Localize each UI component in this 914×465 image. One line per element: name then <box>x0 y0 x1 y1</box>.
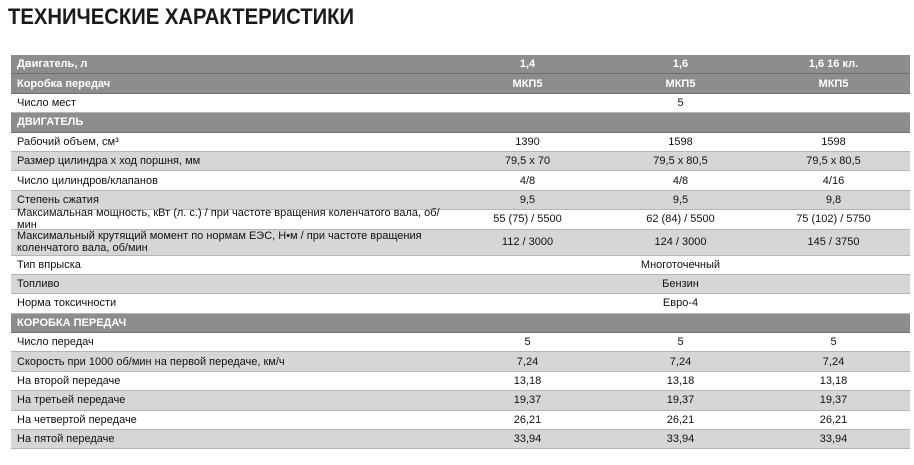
row-label: Число передач <box>17 336 94 349</box>
table-row <box>11 372 910 391</box>
table-row <box>11 152 910 171</box>
section-engine-header <box>11 113 910 132</box>
row-label: Норма токсичности <box>17 297 117 310</box>
table-row <box>11 352 910 371</box>
row-label: На четвертой передаче <box>17 413 137 426</box>
row-value: 33,94 <box>819 433 848 446</box>
table-row <box>11 430 910 449</box>
row-label: Число мест <box>17 96 76 109</box>
header-gearbox-label: Коробка передач <box>17 77 111 90</box>
row-value: 26,21 <box>513 413 542 426</box>
row-value: 19,37 <box>513 394 542 407</box>
row-value: 13,18 <box>819 375 848 388</box>
header-engine-label: Двигатель, л <box>17 58 88 71</box>
section-title: КОРОБКА ПЕРЕДАЧ <box>17 316 127 329</box>
table-row <box>11 133 910 152</box>
row-value: 5 <box>524 336 531 349</box>
table-row <box>11 275 910 294</box>
table-row <box>11 94 910 113</box>
header-engine-1: 1,4 <box>519 58 536 71</box>
row-value: Бензин <box>662 278 699 291</box>
row-value: 124 / 3000 <box>654 236 707 249</box>
section-gearbox-header <box>11 314 910 333</box>
row-label: Максимальный крутящий момент по нормам ЕЭС, Н•м / при частоте вращения коленчатого вала, об/мин <box>17 230 422 255</box>
row-label: Скорость при 1000 об/мин на первой передаче, км/ч <box>17 355 285 368</box>
row-value: 13,18 <box>513 375 542 388</box>
row-value: 4/16 <box>822 174 845 187</box>
row-value: 4/8 <box>672 174 689 187</box>
row-value: 19,37 <box>666 394 695 407</box>
row-value: 75 (102) / 5750 <box>796 213 871 226</box>
row-value: 79,5 х 70 <box>504 155 551 168</box>
row-label: Размер цилиндра х ход поршня, мм <box>17 155 201 168</box>
header-gearbox-row <box>11 74 910 93</box>
header-gearbox-3: МКП5 <box>818 77 849 90</box>
header-engine-row <box>11 55 910 74</box>
row-value: 79,5 х 80,5 <box>806 155 861 168</box>
table-row <box>11 411 910 430</box>
row-value: 9,5 <box>672 193 689 206</box>
row-value: 26,21 <box>819 413 848 426</box>
row-value: 33,94 <box>666 433 695 446</box>
row-value: 9,8 <box>825 193 842 206</box>
row-value: 26,21 <box>666 413 695 426</box>
table-row <box>11 230 910 256</box>
table-row <box>11 294 910 313</box>
row-value: 62 (84) / 5500 <box>646 213 715 226</box>
page-title: ТЕХНИЧЕСКИЕ ХАРАКТЕРИСТИКИ <box>8 4 355 29</box>
header-engine-3: 1,6 16 кл. <box>808 58 859 71</box>
row-label: Тип впрыска <box>17 258 81 271</box>
row-label: На второй передаче <box>17 375 121 388</box>
row-value: 79,5 х 80,5 <box>653 155 708 168</box>
spec-table <box>11 55 910 449</box>
row-value: 5 <box>677 96 684 109</box>
row-value: 19,37 <box>819 394 848 407</box>
table-row <box>11 171 910 190</box>
row-value: 33,94 <box>513 433 542 446</box>
header-gearbox-2: МКП5 <box>665 77 696 90</box>
row-value: 5 <box>677 336 684 349</box>
header-gearbox-1: МКП5 <box>512 77 543 90</box>
row-value: Многоточечный <box>640 258 721 271</box>
row-label: На пятой передаче <box>17 433 115 446</box>
row-label: Рабочий объем, см³ <box>17 135 119 148</box>
row-label: На третьей передаче <box>17 394 126 407</box>
row-value: 13,18 <box>666 375 695 388</box>
row-value: 9,5 <box>519 193 536 206</box>
row-value: 1598 <box>668 135 693 148</box>
row-value: 4/8 <box>519 174 536 187</box>
row-value: 7,24 <box>516 355 539 368</box>
row-value: 112 / 3000 <box>501 236 554 249</box>
row-value: Евро-4 <box>662 297 699 310</box>
header-engine-2: 1,6 <box>672 58 689 71</box>
row-value: 1598 <box>821 135 846 148</box>
row-label: Максимальная мощность, кВт (л. с.) / при частоте вращения коленчатого вала, об/мин <box>17 207 440 232</box>
row-label: Топливо <box>17 278 60 291</box>
row-value: 55 (75) / 5500 <box>493 213 562 226</box>
row-value: 145 / 3750 <box>807 236 860 249</box>
row-value: 1390 <box>515 135 540 148</box>
row-value: 7,24 <box>669 355 692 368</box>
row-value: 5 <box>830 336 837 349</box>
table-row <box>11 391 910 410</box>
table-row <box>11 207 910 232</box>
table-row <box>11 256 910 275</box>
table-row <box>11 333 910 352</box>
row-value: 7,24 <box>822 355 845 368</box>
row-label: Число цилиндров/клапанов <box>17 174 158 187</box>
section-title: ДВИГАТЕЛЬ <box>17 116 84 129</box>
row-label: Степень сжатия <box>17 193 99 206</box>
